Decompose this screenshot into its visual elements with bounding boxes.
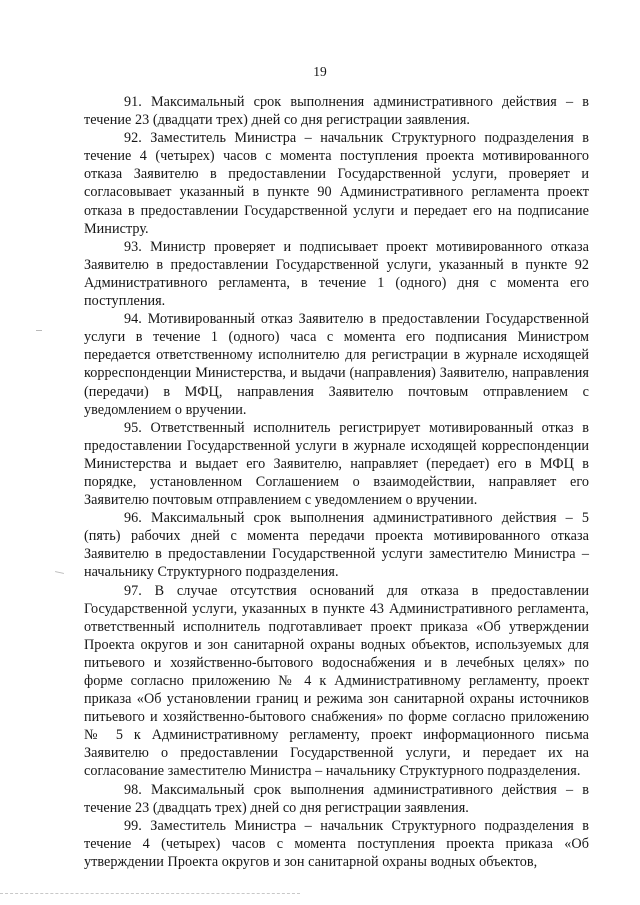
document-body — [84, 93, 589, 871]
scan-edge-line — [0, 893, 300, 894]
scan-artifact — [36, 330, 42, 331]
paragraph-94: 94. Мотивированный отказ Заявителю в предоставлении Государственной услуги в течение 1 (одного) часа с момента его подписания Министром передается ответственному исполнителю для регистрации в журнале исходящей корреспонденции Министерства, и выдачи (направления) Заявителю, направления (передачи) в МФЦ, направления Заявителю почтовым отправлением с уведомлением о вручении. — [84, 311, 589, 418]
scan-artifact — [55, 571, 64, 574]
paragraph-91: 91. Максимальный срок выполнения административного действия – в течение 23 (двадцати трех) дней со дня регистрации заявления. — [84, 94, 589, 129]
paragraph-95: 95. Ответственный исполнитель регистрирует мотивированный отказ в предоставлении Государственной услуги в журнале исходящей корреспонденции Министерства и выдает его Заявителю, направляет (передает) его в МФЦ в порядке, установленном Соглашением о взаимодействии, направляет его Заявителю почтовым отправлением с уведомлением о вручении. — [84, 419, 589, 509]
paragraph-98: 98. Максимальный срок выполнения административного действия – в течение 23 (двадцать трех) дней со дня регистрации заявления. — [84, 781, 589, 816]
paragraph-96: 96. Максимальный срок выполнения административного действия – 5 (пять) рабочих дней с момента передачи проекта мотивированного отказа Заявителю в предоставлении Государственной услуги заместителю Министра – начальнику Структурного подразделения. — [84, 510, 589, 581]
page-number: 19 — [313, 64, 327, 79]
paragraph-92: 92. Заместитель Министра – начальник Структурного подразделения в течение 4 (четырех) часов с момента поступления проекта мотивированного отказа Заявителю в предоставлении Государственной услуги, проверяет и согласовывает указанный в пункте 90 Административного регламента проект отказа в предоставлении Государственной услуги и передает его на подписание Министру. — [84, 130, 589, 237]
paragraph-97: 97. В случае отсутствия оснований для отказа в предоставлении Государственной услуги, указанных в пункте 43 Административного регламента, ответственный исполнитель подготавливает проект приказа «Об утверждении Проекта округов и зон санитарной охраны водных объектов, используемых для питьевого и хозяйственно-бытового водоснабжения и в лечебных целях» по форме согласно приложению № 4 к Административному регламенту, проект приказа «Об установлении границ и режима зон санитарной охраны источников питьевого и хозяйственно-бытового снабжения» по форме согласно приложению № 5 к Административному регламенту, проект информационного письма Заявителю о предоставлении Государственной услуги, и передает их на согласование заместителю Министра – начальнику Структурного подразделения. — [84, 582, 589, 780]
paragraph-99: 99. Заместитель Министра – начальник Структурного подразделения в течение 4 (четырех) часов с момента поступления проекта приказа «Об утверждении Проекта округов и зон санитарной охраны водных объектов, — [84, 817, 589, 870]
paragraph-93: 93. Министр проверяет и подписывает проект мотивированного отказа Заявителю в предоставлении Государственной услуги, указанный в пункте 92 Административного регламента, в течение 1 (одного) дня с момента его поступления. — [84, 238, 589, 310]
